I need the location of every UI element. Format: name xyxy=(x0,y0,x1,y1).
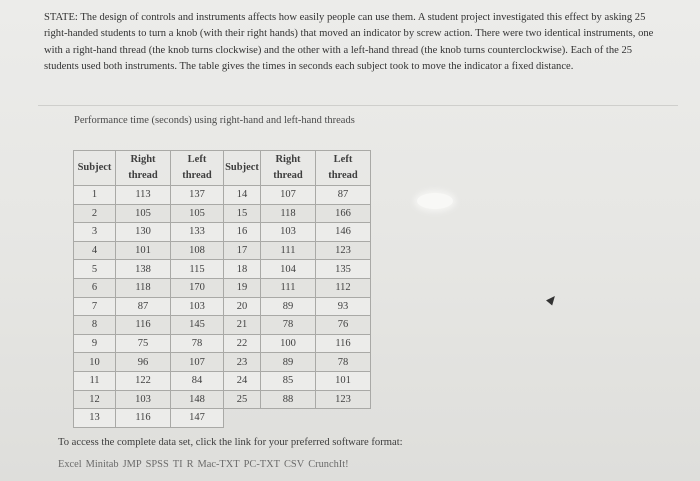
format-link-jmp[interactable]: JMP xyxy=(122,459,142,470)
table-row xyxy=(74,316,371,335)
subject-cell: 17 xyxy=(224,241,261,260)
left-thread-cell: 103 xyxy=(171,297,224,316)
subject-cell: 23 xyxy=(224,353,261,372)
divider xyxy=(38,105,678,106)
data-access-note: To access the complete data set, click the link for your preferred software format: xyxy=(58,437,403,448)
left-thread-cell: 93 xyxy=(316,297,371,316)
subject-cell: 7 xyxy=(74,297,116,316)
header-right-thread: Right thread xyxy=(116,151,171,186)
right-thread-cell: 116 xyxy=(116,409,171,428)
format-link-r[interactable]: R xyxy=(186,459,194,470)
table-row xyxy=(74,334,371,353)
left-thread-cell: 101 xyxy=(316,371,371,390)
left-thread-cell: 108 xyxy=(171,241,224,260)
format-link-spss[interactable]: SPSS xyxy=(145,459,169,470)
subject-cell: 18 xyxy=(224,260,261,279)
subject-cell: 21 xyxy=(224,316,261,335)
left-thread-cell: 147 xyxy=(171,409,224,428)
right-thread-cell: 104 xyxy=(261,260,316,279)
subject-cell: 20 xyxy=(224,297,261,316)
table-row xyxy=(74,353,371,372)
format-link-pc-txt[interactable]: PC-TXT xyxy=(243,459,280,470)
right-thread-cell: 87 xyxy=(116,297,171,316)
right-thread-cell: 113 xyxy=(116,186,171,205)
right-thread-cell: 107 xyxy=(261,186,316,205)
right-thread-cell: 78 xyxy=(261,316,316,335)
format-link-minitab[interactable]: Minitab xyxy=(85,459,119,470)
right-thread-cell: 103 xyxy=(116,390,171,409)
subject-cell: 24 xyxy=(224,371,261,390)
left-thread-cell: 123 xyxy=(316,390,371,409)
left-thread-cell: 78 xyxy=(171,334,224,353)
right-thread-cell: 111 xyxy=(261,278,316,297)
right-thread-cell xyxy=(261,409,316,428)
right-thread-cell: 116 xyxy=(116,316,171,335)
right-thread-cell: 88 xyxy=(261,390,316,409)
format-link-crunchit[interactable]: CrunchIt! xyxy=(308,459,349,470)
software-format-links xyxy=(58,459,353,470)
right-thread-cell: 101 xyxy=(116,241,171,260)
right-thread-cell: 103 xyxy=(261,223,316,242)
header-subject-2: Subject xyxy=(224,151,261,186)
right-thread-cell: 118 xyxy=(261,204,316,223)
table-row xyxy=(74,186,371,205)
subject-cell: 6 xyxy=(74,278,116,297)
left-thread-cell: 145 xyxy=(171,316,224,335)
left-thread-cell: 137 xyxy=(171,186,224,205)
right-thread-cell: 105 xyxy=(116,204,171,223)
subject-cell: 5 xyxy=(74,260,116,279)
subject-cell: 3 xyxy=(74,223,116,242)
table-header-row xyxy=(74,151,371,186)
right-thread-cell: 89 xyxy=(261,297,316,316)
left-thread-cell: 84 xyxy=(171,371,224,390)
subject-cell: 4 xyxy=(74,241,116,260)
table-row xyxy=(74,278,371,297)
right-thread-cell: 122 xyxy=(116,371,171,390)
header-right-thread-2: Right thread xyxy=(261,151,316,186)
table-row xyxy=(74,260,371,279)
right-thread-cell: 89 xyxy=(261,353,316,372)
format-link-mac-txt[interactable]: Mac-TXT xyxy=(197,459,240,470)
subject-cell: 12 xyxy=(74,390,116,409)
left-thread-cell: 133 xyxy=(171,223,224,242)
table-row xyxy=(74,204,371,223)
left-thread-cell: 123 xyxy=(316,241,371,260)
header-left-thread-2: Left thread xyxy=(316,151,371,186)
screen-glare xyxy=(417,193,453,209)
right-thread-cell: 111 xyxy=(261,241,316,260)
left-thread-cell xyxy=(316,409,371,428)
left-thread-cell: 105 xyxy=(171,204,224,223)
header-subject: Subject xyxy=(74,151,116,186)
right-thread-cell: 96 xyxy=(116,353,171,372)
table-row xyxy=(74,297,371,316)
subject-cell: 11 xyxy=(74,371,116,390)
left-thread-cell: 115 xyxy=(171,260,224,279)
format-link-ti[interactable]: TI xyxy=(172,459,183,470)
right-thread-cell: 100 xyxy=(261,334,316,353)
left-thread-cell: 87 xyxy=(316,186,371,205)
right-thread-cell: 75 xyxy=(116,334,171,353)
left-thread-cell: 112 xyxy=(316,278,371,297)
format-link-excel[interactable]: Excel xyxy=(58,459,82,470)
mouse-cursor-icon xyxy=(546,293,558,305)
performance-table xyxy=(73,150,371,428)
subject-cell: 2 xyxy=(74,204,116,223)
subject-cell: 15 xyxy=(224,204,261,223)
table-row xyxy=(74,371,371,390)
right-thread-cell: 130 xyxy=(116,223,171,242)
left-thread-cell: 148 xyxy=(171,390,224,409)
left-thread-cell: 146 xyxy=(316,223,371,242)
left-thread-cell: 170 xyxy=(171,278,224,297)
right-thread-cell: 118 xyxy=(116,278,171,297)
left-thread-cell: 116 xyxy=(316,334,371,353)
subject-cell: 13 xyxy=(74,409,116,428)
left-thread-cell: 166 xyxy=(316,204,371,223)
subject-cell: 19 xyxy=(224,278,261,297)
subject-cell: 14 xyxy=(224,186,261,205)
format-link-csv[interactable]: CSV xyxy=(284,459,305,470)
header-left-thread: Left thread xyxy=(171,151,224,186)
subject-cell: 1 xyxy=(74,186,116,205)
left-thread-cell: 135 xyxy=(316,260,371,279)
table-caption: Performance time (seconds) using right-hand and left-hand threads xyxy=(74,115,355,126)
subject-cell: 16 xyxy=(224,223,261,242)
subject-cell: 22 xyxy=(224,334,261,353)
table-row xyxy=(74,409,371,428)
subject-cell: 10 xyxy=(74,353,116,372)
subject-cell: 9 xyxy=(74,334,116,353)
subject-cell: 8 xyxy=(74,316,116,335)
subject-cell xyxy=(224,409,261,428)
left-thread-cell: 76 xyxy=(316,316,371,335)
right-thread-cell: 138 xyxy=(116,260,171,279)
table-row xyxy=(74,390,371,409)
table-row xyxy=(74,223,371,242)
table-row xyxy=(74,241,371,260)
problem-statement: STATE: The design of controls and instruments affects how easily people can use them. A student project investigated this effect by asking 25 right-handed students to turn a knob (with their right hands) that moved an indicator by screw action. There were two identical instruments, one with a right-hand thread (the knob turns clockwise) and the other with a left-hand thread (the knob turns counterclockwise). Each of the 25 students used both instruments. The table gives the times in seconds each subject took to move the indicator a fixed distance. xyxy=(44,12,654,72)
subject-cell: 25 xyxy=(224,390,261,409)
left-thread-cell: 78 xyxy=(316,353,371,372)
right-thread-cell: 85 xyxy=(261,371,316,390)
left-thread-cell: 107 xyxy=(171,353,224,372)
